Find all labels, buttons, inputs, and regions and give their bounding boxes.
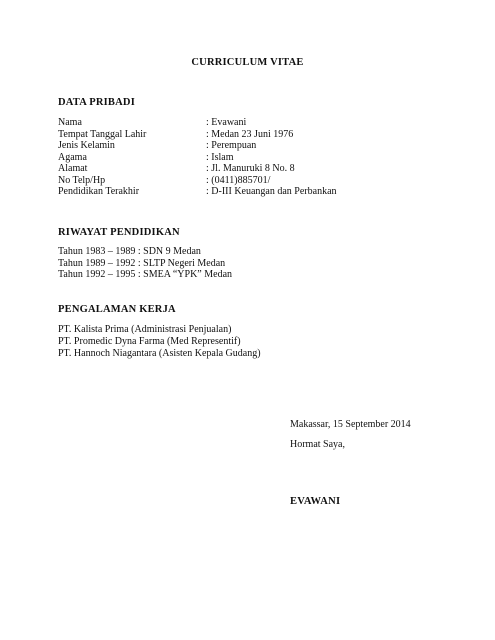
personal-label: Jenis Kelamin bbox=[58, 140, 115, 151]
personal-value: : Evawani bbox=[206, 117, 247, 128]
personal-row-phone bbox=[58, 175, 458, 187]
signature-place-date: Makassar, 15 September 2014 bbox=[290, 419, 411, 430]
personal-value: : Medan 23 Juni 1976 bbox=[206, 128, 294, 140]
document-title: CURRICULUM VITAE bbox=[191, 57, 304, 68]
personal-label: No Telp/Hp bbox=[58, 174, 106, 186]
personal-row-religion bbox=[58, 152, 458, 164]
personal-label: Tempat Tanggal Lahir bbox=[58, 128, 147, 140]
education-item: Tahun 1983 – 1989 : SDN 9 Medan bbox=[58, 246, 201, 257]
education-heading: RIWAYAT PENDIDIKAN bbox=[58, 227, 180, 238]
personal-label: Nama bbox=[58, 117, 82, 128]
experience-item: PT. Hannoch Niagantara (Asisten Kepala Gudang) bbox=[58, 348, 261, 359]
personal-row-name bbox=[58, 117, 458, 129]
personal-value: : D-III Keuangan dan Perbankan bbox=[206, 186, 337, 197]
personal-value: : (0411)885701/ bbox=[206, 174, 271, 186]
personal-label: Alamat bbox=[58, 163, 88, 174]
experience-item: PT. Kalista Prima (Administrasi Penjualan) bbox=[58, 324, 232, 335]
signature-closing: Hormat Saya, bbox=[290, 439, 345, 450]
personal-row-education bbox=[58, 186, 458, 198]
experience-heading: PENGALAMAN KERJA bbox=[58, 304, 176, 315]
education-item: Tahun 1992 – 1995 : SMEA “YPK” Medan bbox=[58, 269, 233, 280]
personal-value: : Jl. Manuruki 8 No. 8 bbox=[206, 163, 295, 174]
education-item: Tahun 1989 – 1992 : SLTP Negeri Medan bbox=[58, 257, 226, 269]
personal-row-birth bbox=[58, 129, 458, 141]
signature-name: EVAWANI bbox=[290, 496, 341, 507]
personal-row-gender bbox=[58, 140, 458, 152]
personal-value: : Islam bbox=[206, 151, 234, 163]
personal-data-heading: DATA PRIBADI bbox=[58, 97, 135, 108]
experience-item: PT. Promedic Dyna Farma (Med Representif) bbox=[58, 336, 241, 347]
personal-label: Agama bbox=[58, 151, 87, 163]
personal-label: Pendidikan Terakhir bbox=[58, 186, 140, 197]
personal-row-address bbox=[58, 163, 458, 175]
personal-value: : Perempuan bbox=[206, 140, 257, 151]
